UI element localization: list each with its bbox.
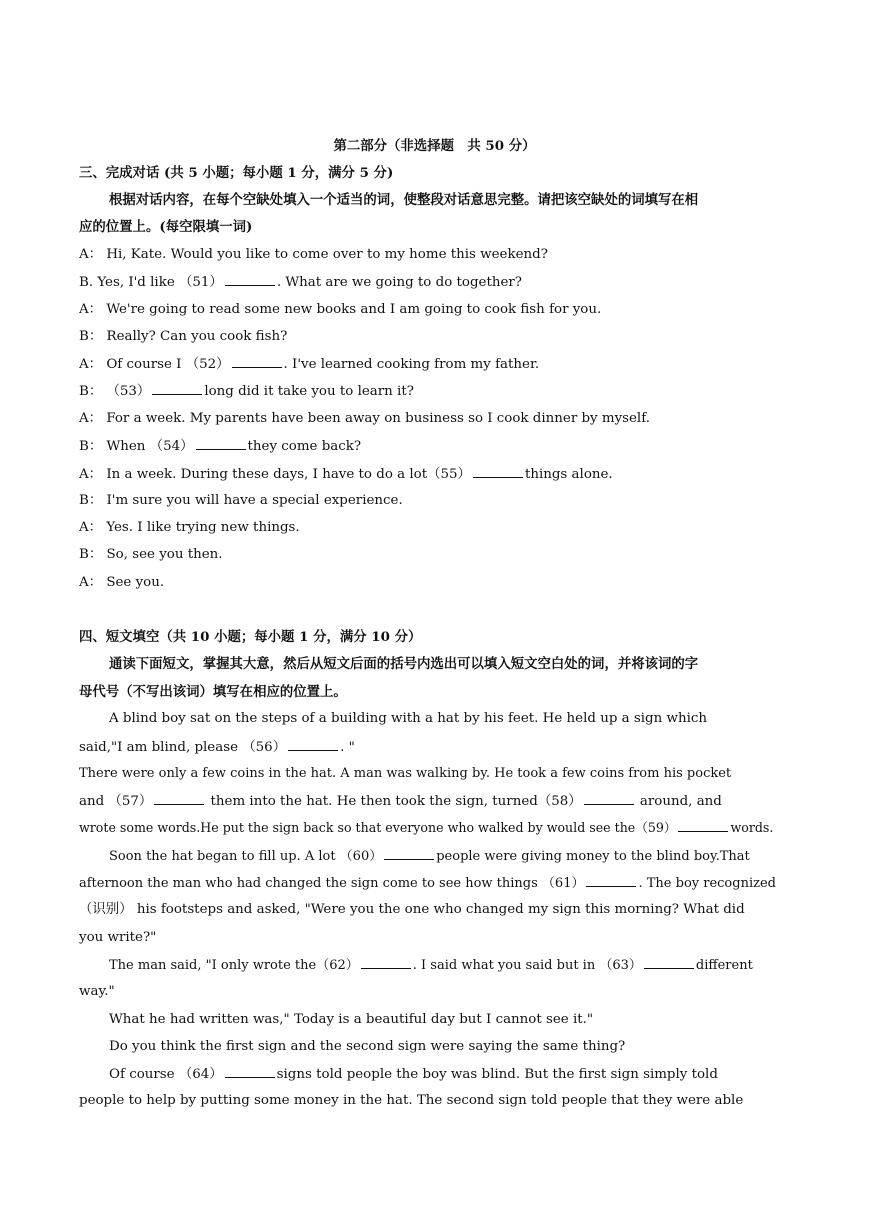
answer-blank-56[interactable] bbox=[288, 737, 338, 751]
dialogue-text: B： So, see you then. bbox=[79, 547, 223, 562]
dialogue-text: long did it take you to learn it? bbox=[204, 384, 414, 399]
dialogue-line bbox=[79, 464, 791, 485]
section3-instruction: 根据对话内容，在每个空缺处填入一个适当的词，使整段对话意思完整。请把该空缺处的词填写在相 bbox=[109, 192, 699, 208]
answer-blank-64[interactable] bbox=[225, 1064, 275, 1078]
answer-blank-51[interactable] bbox=[225, 272, 275, 286]
passage-line bbox=[109, 955, 791, 976]
passage-line: A blind boy sat on the steps of a building with a hat by his feet. He held up a sign which bbox=[109, 711, 707, 726]
passage-line bbox=[79, 791, 791, 812]
passage-line: you write?" bbox=[79, 930, 157, 945]
answer-blank-53[interactable] bbox=[152, 381, 202, 395]
part-title: 第二部分（非选择题 共 50 分） bbox=[333, 138, 536, 154]
passage-text: Soon the hat began to fill up. A lot （60） bbox=[109, 849, 383, 864]
dialogue-line bbox=[79, 327, 791, 347]
passage-line bbox=[79, 737, 791, 758]
dialogue-line bbox=[79, 545, 791, 565]
dialogue-line bbox=[79, 272, 791, 293]
dialogue-line bbox=[79, 409, 791, 429]
dialogue-text: A： Hi, Kate. Would you like to come over to my home this weekend? bbox=[79, 247, 548, 262]
dialogue-line bbox=[79, 436, 791, 457]
passage-text: . The boy recognized bbox=[638, 876, 776, 891]
dialogue-text: B： When （54） bbox=[79, 439, 194, 454]
passage-text: wrote some words.He put the sign back so that everyone who walked by would see the（59） bbox=[79, 820, 677, 835]
dialogue-line bbox=[79, 491, 791, 511]
passage-text: . " bbox=[340, 740, 355, 755]
dialogue-text: B： I'm sure you will have a special experience. bbox=[79, 493, 403, 508]
dialogue-line bbox=[79, 300, 791, 320]
section3-instruction-cont: 应的位置上。(每空限填一词) bbox=[79, 219, 253, 235]
dialogue-line bbox=[79, 245, 791, 265]
dialogue-text: A： In a week. During these days, I have to do a lot（55） bbox=[79, 467, 471, 482]
answer-blank-55[interactable] bbox=[473, 464, 523, 478]
dialogue-line bbox=[79, 573, 791, 593]
answer-blank-60[interactable] bbox=[384, 846, 434, 860]
dialogue-text: A： For a week. My parents have been away on business so I cook dinner by myself. bbox=[79, 411, 650, 426]
passage-text: signs told people the boy was blind. But the first sign simply told bbox=[276, 1067, 718, 1082]
answer-blank-62[interactable] bbox=[361, 955, 411, 969]
dialogue-text: they come back? bbox=[247, 439, 362, 454]
section3-heading: 三、完成对话 (共 5 小题；每小题 1 分，满分 5 分) bbox=[79, 165, 394, 181]
passage-text: around, and bbox=[635, 794, 722, 809]
dialogue-text: B： Really? Can you cook fish? bbox=[79, 329, 288, 344]
passage-line bbox=[109, 846, 791, 867]
passage-line bbox=[109, 1064, 791, 1085]
dialogue-line bbox=[79, 354, 791, 375]
dialogue-line bbox=[79, 381, 791, 402]
dialogue-text: A： See you. bbox=[79, 575, 165, 590]
dialogue-text: things alone. bbox=[524, 467, 613, 482]
passage-text: words. bbox=[730, 820, 774, 835]
passage-line: （识别） his footsteps and asked, "Were you the one who changed my sign this morning? What did bbox=[79, 902, 745, 917]
passage-text: afternoon the man who had changed the sign come to see how things （61） bbox=[79, 876, 585, 891]
passage-line: What he had written was," Today is a beautiful day but I cannot see it." bbox=[109, 1012, 594, 1027]
answer-blank-52[interactable] bbox=[232, 354, 282, 368]
section4-heading: 四、短文填空（共 10 小题；每小题 1 分，满分 10 分） bbox=[79, 629, 422, 645]
passage-line: Do you think the first sign and the second sign were saying the same thing? bbox=[109, 1039, 626, 1054]
passage-text: and （57） bbox=[79, 794, 153, 809]
passage-text: them into the hat. He then took the sign, turned（58） bbox=[206, 794, 582, 809]
passage-text: . I said what you said but in （63） bbox=[412, 958, 642, 973]
answer-blank-57[interactable] bbox=[154, 791, 204, 805]
answer-blank-54[interactable] bbox=[196, 436, 246, 450]
passage-text: The man said, "I only wrote the（62） bbox=[109, 958, 359, 973]
dialogue-text: A： Yes. I like trying new things. bbox=[79, 520, 300, 535]
dialogue-line bbox=[79, 518, 791, 538]
answer-blank-58[interactable] bbox=[584, 791, 634, 805]
dialogue-text: A： Of course I （52） bbox=[79, 357, 230, 372]
passage-line: way." bbox=[79, 984, 115, 999]
dialogue-text: B： （53） bbox=[79, 384, 151, 399]
dialogue-text: . I've learned cooking from my father. bbox=[283, 357, 540, 372]
answer-blank-63[interactable] bbox=[644, 955, 694, 969]
dialogue-text: B. Yes, I'd like （51） bbox=[79, 275, 223, 290]
section4-instruction: 通读下面短文，掌握其大意，然后从短文后面的括号内选出可以填入短文空白处的词，并将该词的字 bbox=[109, 656, 699, 672]
passage-text: different bbox=[695, 958, 753, 973]
answer-blank-61[interactable] bbox=[586, 873, 636, 887]
passage-line bbox=[79, 818, 791, 838]
passage-text: people were giving money to the blind boy.That bbox=[436, 849, 750, 864]
passage-text: Of course （64） bbox=[109, 1067, 223, 1082]
section4-instruction-cont: 母代号（不写出该词）填写在相应的位置上。 bbox=[79, 684, 347, 700]
dialogue-text: . What are we going to do together? bbox=[276, 275, 522, 290]
passage-line bbox=[79, 873, 791, 894]
dialogue-text: A： We're going to read some new books and I am going to cook fish for you. bbox=[79, 302, 602, 317]
answer-blank-59[interactable] bbox=[678, 818, 728, 832]
passage-text: said,"I am blind, please （56） bbox=[79, 740, 287, 755]
passage-line: There were only a few coins in the hat. A man was walking by. He took a few coins from his pocket bbox=[79, 766, 732, 781]
passage-line: people to help by putting some money in the hat. The second sign told people that they were able bbox=[79, 1093, 744, 1108]
